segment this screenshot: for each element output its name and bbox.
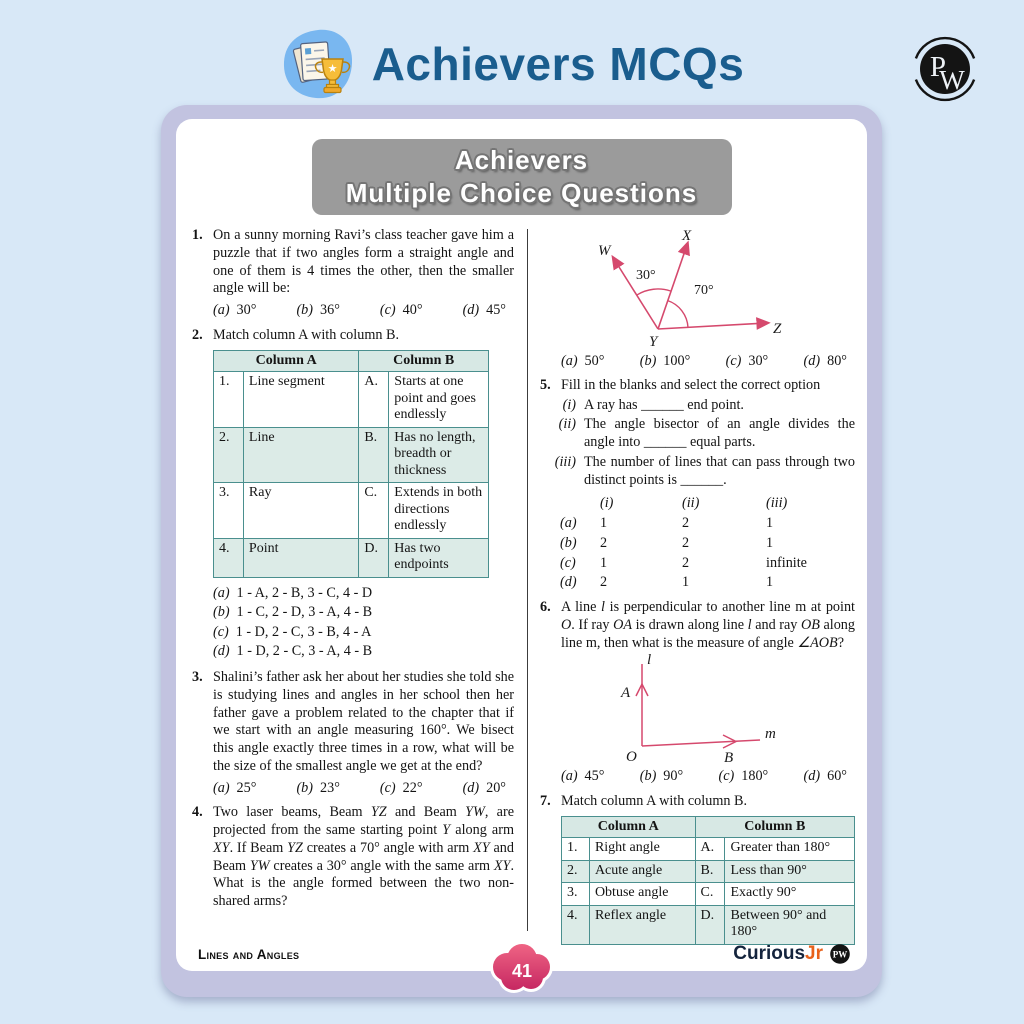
label-a: A [621,685,631,702]
right-column [540,227,855,952]
question-text: A line l is perpendicular to another line m at point O. If ray OA is drawn along line l and ray OB along line m, then what is the measure of angle ∠AOB? [561,599,855,651]
option-a: (a) 25° [213,779,257,796]
angle-diagram-wxyz [540,227,840,349]
question-3 [192,669,514,797]
question-4-options [561,353,853,371]
question-number: 4. [192,804,203,821]
banner-line-2: Multiple Choice Questions [345,178,698,208]
pw-mini-logo [829,943,851,965]
perpendicular-lines-diagram [574,652,804,764]
chapter-title: Lines and Angles [198,946,300,962]
option-d: (d) 60° [803,768,847,785]
pw-logo [910,34,980,104]
option-d: (d) 80° [803,353,847,369]
page-number-badge [485,936,559,996]
table-row: 3. Obtuse angle C. Exactly 90° [562,883,855,906]
question-text: Fill in the blanks and select the correct option [561,376,821,393]
label-l: l [647,652,652,669]
option-d: (d) 45° [462,302,506,318]
curiousjr-logo: CuriousJr PW [733,943,851,965]
column-a-header: Column A [214,350,359,372]
option-b: (b) 23° [296,779,340,796]
option-b: (b) 36° [296,302,340,318]
option-d: (d) 20° [462,779,506,796]
page-title: Achievers MCQs [371,38,745,90]
option-c: (c) 180° [718,768,769,785]
option-a: (a) 30° [213,302,257,318]
label-z: Z [773,321,782,337]
label-y: Y [649,334,658,349]
question-text: Two laser beams, Beam YZ and Beam YW, are projected from the same starting point Y along arm XY. If Beam YZ creates a 70° angle with arm XY and Beam YW creates a 30° angle with the same arm XY. What is the angle formed between the two non-shared arms? [213,804,515,910]
page-number: 41 [511,961,532,981]
question-text: Match column A with column B. [561,793,748,809]
table-row: 1. Right angle A. Greater than 180° [562,838,855,861]
option-c: (c) 22° [379,779,423,796]
question-2-options [213,584,514,662]
label-b: B [724,750,734,765]
option-d: (d) 1 - D, 2 - C, 3 - A, 4 - B [213,643,373,660]
q5-sub-iii: (iii) The number of lines that can pass through two distinct points is ______. [554,453,855,488]
svg-text:PW: PW [832,949,848,960]
option-a: (a) 50° [561,353,605,369]
option-b: (b) 1 - C, 2 - D, 3 - A, 4 - B [213,604,373,621]
label-o: O [626,749,637,765]
questions-content [176,227,867,952]
question-text: On a sunny morning Ravi’s class teacher gave him a puzzle that if two angles form a straight angle and one of them is 4 times the other, then the smaller angle will be: [213,227,514,297]
option-b: (b) 90° [639,768,684,785]
worksheet-card [161,105,882,997]
option-c: (c) 30° [725,353,769,369]
worksheet-page [176,119,867,971]
question-5 [540,377,855,592]
table-row: 2. Line B. Has no length, breadth or thickness [214,427,489,483]
table-row: 2. Acute angle B. Less than 90° [562,860,855,883]
option-a: (a) 1 - A, 2 - B, 3 - C, 4 - D [213,584,373,601]
question-number: 5. [540,376,551,393]
label-m: m [765,726,776,743]
question-3-options [213,780,512,798]
left-column [192,227,514,952]
table-row: 3. Ray C. Extends in both directions endlessly [214,483,489,539]
q5-sub-ii: (ii) The angle bisector of an angle divides the angle into ______ equal parts. [558,416,855,450]
option-c: (c) 40° [379,302,423,318]
q5-answer-grid: (i) (ii) (iii) (a) 1 2 1 (b) 2 2 1 (c) 1 2 infinite (d) 2 1 1 [560,495,807,591]
question-6-options [561,768,853,786]
question-6 [540,599,855,786]
question-1 [192,227,514,320]
q5-sub-i: (i) A ray has ______ end point. [562,396,744,413]
worksheet-trophy-icon [280,26,356,102]
table-row: 4. Point D. Has two endpoints [214,538,489,577]
question-text: Shalini’s father ask her about her studies she told she is studying lines and angles in her school then her father gave a problem related to the chapter that if we start with an angle measuring 160°. We bisect this angle exactly three times in a row, what will be the size of the smallest angle we get at the end? [213,669,514,774]
question-text: Match column A with column B. [213,326,400,343]
option-b: (b) 100° [639,353,691,369]
pw-letter-p: P [929,51,947,83]
pw-letter-w: W [939,65,965,95]
label-angle-30: 30° [636,268,656,283]
question-1-options [213,302,512,320]
match-table-q2 [213,350,489,578]
column-divider [527,229,528,931]
question-number: 2. [192,326,203,343]
question-7 [540,793,855,945]
column-b-header: Column B [359,350,489,372]
option-c: (c) 1 - D, 2 - C, 3 - B, 4 - A [213,623,372,640]
column-a-header: Column A [562,816,696,838]
label-x: X [682,228,692,244]
banner-line-1: Achievers [454,145,589,175]
question-number: 3. [192,669,203,686]
section-banner [312,139,732,215]
column-b-header: Column B [695,816,854,838]
question-number: 1. [192,227,203,243]
table-row: 1. Line segment A. Starts at one point and goes endlessly [214,372,489,428]
app-header [0,26,1024,102]
question-2 [192,327,514,662]
label-w: W [598,243,611,259]
question-number: 7. [540,793,551,809]
label-angle-70: 70° [694,283,714,298]
svg-text:★: ★ [327,63,338,75]
match-table-q7 [561,816,855,945]
table-row: 4. Reflex angle D. Between 90° and 180° [562,905,855,944]
option-a: (a) 45° [561,768,605,785]
question-number: 6. [540,599,551,615]
question-4 [192,804,514,911]
